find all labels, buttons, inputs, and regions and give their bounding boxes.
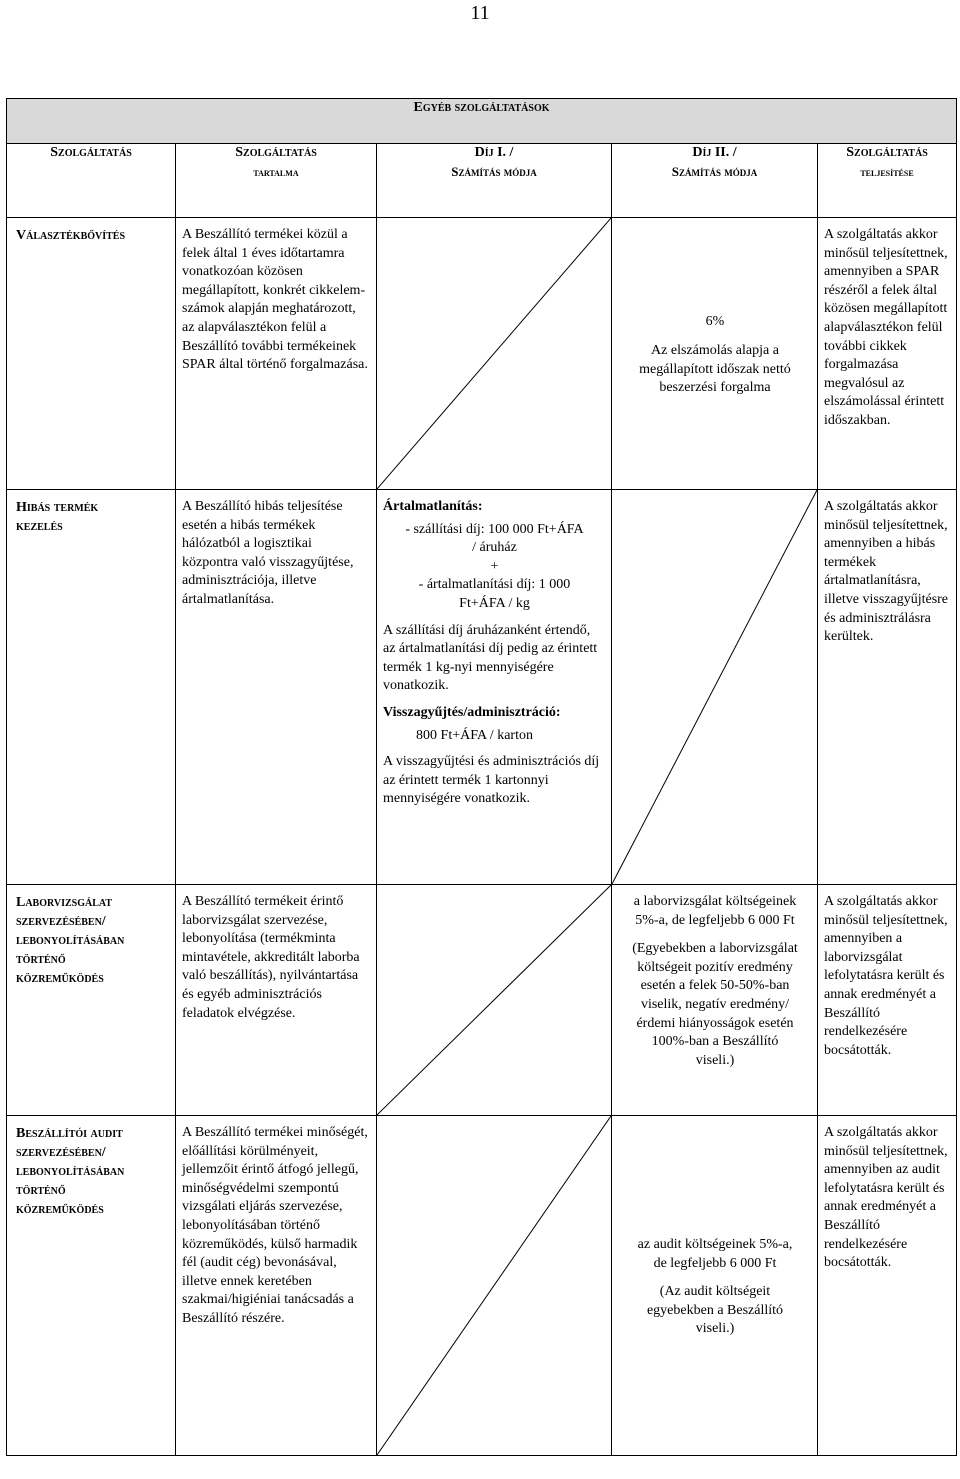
fee1-disposal-fee: - ártalmatlanítási díj: 1 000 Ft+ÁFA / kg [418, 577, 571, 611]
header-fee2-2: Számítás módja [671, 163, 758, 179]
service-name-4: történő [16, 952, 66, 967]
fee1-note-disposal: A szállítási díj áruházanként értendő, az ártalmatlanítási díj pedig az érintett termék 1 kg-nyi mennyiségére vonatkozik. [383, 622, 598, 694]
service-name-2: kezelés [16, 519, 63, 534]
fee1-heading-disposal: Ártalmatlanítás: [383, 499, 483, 514]
service-name-5: közreműködés [16, 971, 104, 986]
service-name-4: történő [16, 1183, 66, 1198]
empty-cell-crossed [377, 218, 612, 490]
fee1-shipping-fee: - szállítási díj: 100 000 Ft+ÁFA / áruház [405, 521, 584, 556]
service-content: A Beszállító termékei minőségét, előállítási körülményeit, jellemzőit érintő átfogó jellegű, minőségvédelmi szempontú vizsgálati eljárás szervezése, lebonyolításában történő közreműködés, külső harmadik fél (audit cég) bevonásával, illetve ennek keretében szakmai/higiéniai tanácsadás a Beszállító részére. [182, 1125, 368, 1326]
service-name-3: lebonyolításában [16, 1164, 125, 1179]
table-row [7, 218, 957, 490]
header-fee2-1: Díj II. / [692, 145, 737, 160]
service-content: A Beszállító hibás teljesítése esetén a hibás termékek hálózatból a logisztikai központra való visszagyűjtése, adminisztrációja, illetve ártalmatlanítása. [182, 499, 354, 607]
fee1-collection-fee: 800 Ft+ÁFA / karton [416, 727, 533, 743]
section-title-row [7, 99, 957, 144]
fee1-note-collection: A visszagyűjtési és adminisztrációs díj az érintett termék 1 kartonnyi mennyiségére vonatkozik. [383, 754, 600, 807]
header-row [7, 144, 957, 218]
service-content: A Beszállító termékei közül a felek által 1 éves időtartamra vonatkozóan közösen megállapított, konkrét cikkelem-számok alapján meghatározott, az alapválasztékon felül a Beszállító további termékeinek SPAR által történő forgalmazása. [182, 227, 368, 373]
empty-cell-crossed [377, 885, 612, 1116]
header-content-1: Szolgáltatás [235, 145, 317, 160]
fee2-value: az audit költségeinek 5%-a, de legfeljebb 6 000 Ft [637, 1237, 793, 1271]
fulfillment-text: A szolgáltatás akkor minősül teljesítettnek, amennyiben a hibás termékek ártalmatlanításra, illetve visszagyűjtésre és adminisztrálásra kerültek. [824, 499, 949, 645]
fee2-note: (Az audit költségeit egyebekben a Beszállító viseli.) [646, 1284, 784, 1337]
service-name-2: szervezésében/ [16, 914, 106, 929]
header-fee1-1: Díj I. / [474, 145, 514, 160]
header-fee1-2: Számítás módja [451, 163, 537, 179]
service-content: A Beszállító termékeit érintő laborvizsgálat szervezése, lebonyolítása (termékminta mintavétele, akkreditált laborba való beszállítás), nyilvántartása és egyéb adminisztrációs feladatok elvégzése. [182, 894, 360, 1021]
page-number: 11 [470, 2, 490, 24]
empty-cell-crossed [377, 1116, 612, 1456]
fulfillment-text: A szolgáltatás akkor minősül teljesítettnek, amennyiben a laborvizsgálat lefolytatásra került és annak eredményét a Beszállító rendelkezésére bocsátották. [824, 894, 948, 1058]
empty-cell-crossed [612, 490, 818, 885]
service-name: Beszállítói audit [16, 1126, 123, 1141]
section-title: Egyéb szolgáltatások [413, 100, 550, 115]
fee2-note: Az elszámolás alapja a megállapított időszak nettó beszerzési forgalma [639, 342, 791, 396]
table-row [7, 490, 957, 885]
fee2-value: a laborvizsgálat költségeinek 5%-a, de legfeljebb 6 000 Ft [633, 894, 797, 928]
header-fulfillment-1: Szolgáltatás [846, 145, 928, 160]
service-name-5: közreműködés [16, 1202, 104, 1217]
service-name-3: lebonyolításában [16, 933, 125, 948]
services-table [6, 98, 957, 1456]
header-fulfillment-2: teljesítése [860, 164, 914, 179]
table-row [7, 1116, 957, 1456]
service-name: Választékbővítés [16, 228, 126, 243]
service-name: Laborvizsgálat [16, 895, 113, 910]
fulfillment-text: A szolgáltatás akkor minősül teljesítettnek, amennyiben az audit lefolytatásra került és annak eredményét a Beszállító rendelkezésére bocsátották. [824, 1125, 948, 1271]
table-row [7, 885, 957, 1116]
fee1-heading-collection: Visszagyűjtés/adminisztráció: [383, 704, 561, 720]
service-name: Hibás termék [16, 500, 99, 515]
header-service: Szolgáltatás [50, 145, 132, 160]
fulfillment-text: A szolgáltatás akkor minősül teljesítettnek, amennyiben a SPAR részéről a felek által közösen megállapított alapválasztékon felül további cikkek forgalmazása megvalósul az elszámolással érintett időszakban. [824, 227, 948, 428]
header-content-2: tartalma [253, 164, 299, 179]
fee1-plus: + [490, 558, 499, 574]
service-name-2: szervezésében/ [16, 1145, 106, 1160]
fee2-value: 6% [705, 314, 725, 330]
fee2-note: (Egyebekben a laborvizsgálat költségeit pozitív eredmény esetén a felek 50-50%-ban viselik, negatív eredmény/érdemi hiányosságok esetén 100%-ban a Beszállító viseli.) [632, 941, 798, 1068]
